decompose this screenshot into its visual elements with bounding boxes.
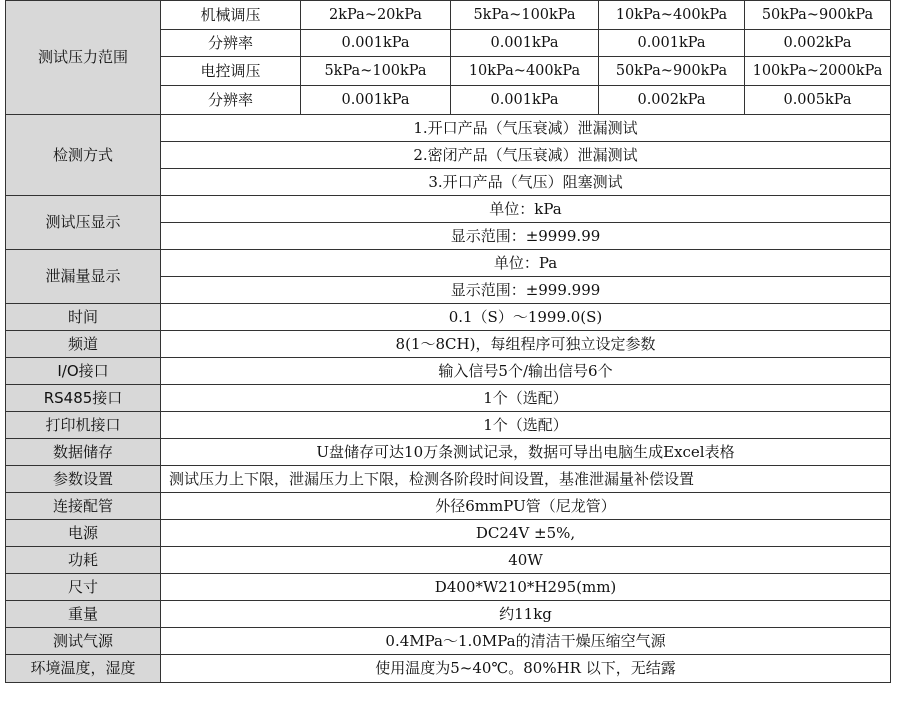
pressure-range-sub: 分辨率 [161, 86, 301, 115]
spec-value: 1个（选配） [161, 385, 891, 412]
pressure-range-cell: 0.002kPa [599, 86, 745, 115]
pressure-display-value: 单位：kPa [161, 196, 891, 223]
spec-value: D400*W210*H295(mm) [161, 574, 891, 601]
spec-row [6, 358, 891, 385]
pressure-range-cell: 50kPa~900kPa [745, 1, 891, 30]
spec-table [5, 0, 891, 683]
spec-label: 测试气源 [6, 628, 161, 655]
pressure-range-cell: 5kPa~100kPa [301, 57, 451, 86]
spec-row [6, 655, 891, 683]
pressure-range-cell: 10kPa~400kPa [599, 1, 745, 30]
spec-label: 参数设置 [6, 466, 161, 493]
spec-label: I/O接口 [6, 358, 161, 385]
spec-value: 1个（选配） [161, 412, 891, 439]
pressure-range-sub: 机械调压 [161, 1, 301, 30]
pressure-range-cell: 2kPa~20kPa [301, 1, 451, 30]
pressure-range-sub: 电控调压 [161, 57, 301, 86]
spec-value: 约11kg [161, 601, 891, 628]
spec-label: 数据储存 [6, 439, 161, 466]
spec-value: 0.4MPa～1.0MPa的清洁干燥压缩空气源 [161, 628, 891, 655]
detection-value: 3.开口产品（气压）阻塞测试 [161, 169, 891, 196]
detection-value: 1.开口产品（气压衰减）泄漏测试 [161, 115, 891, 142]
detection-label: 检测方式 [6, 115, 161, 196]
pressure-range-cell: 50kPa~900kPa [599, 57, 745, 86]
spec-row [6, 520, 891, 547]
pressure-display-value: 显示范围：±9999.99 [161, 223, 891, 250]
pressure-range-cell: 0.002kPa [745, 30, 891, 57]
spec-row [6, 547, 891, 574]
pressure-range-cell: 100kPa~2000kPa [745, 57, 891, 86]
leak-display-value: 单位：Pa [161, 250, 891, 277]
spec-label: 电源 [6, 520, 161, 547]
spec-value: 0.1（S）～1999.0(S) [161, 304, 891, 331]
pressure-range-label: 测试压力范围 [6, 1, 161, 115]
spec-row [6, 601, 891, 628]
spec-row [6, 304, 891, 331]
spec-label: 尺寸 [6, 574, 161, 601]
spec-value: 40W [161, 547, 891, 574]
spec-label: 功耗 [6, 547, 161, 574]
detection-value: 2.密闭产品（气压衰减）泄漏测试 [161, 142, 891, 169]
spec-value: 测试压力上下限，泄漏压力上下限，检测各阶段时间设置，基准泄漏量补偿设置 [161, 466, 891, 493]
spec-row [6, 385, 891, 412]
spec-value: 输入信号5个/输出信号6个 [161, 358, 891, 385]
leak-display-value: 显示范围：±999.999 [161, 277, 891, 304]
pressure-range-cell: 0.001kPa [451, 86, 599, 115]
spec-value: U盘储存可达10万条测试记录，数据可导出电脑生成Excel表格 [161, 439, 891, 466]
spec-value: 外径6mmPU管（尼龙管） [161, 493, 891, 520]
spec-label: 环境温度，湿度 [6, 655, 161, 683]
leak-display-label: 泄漏量显示 [6, 250, 161, 304]
spec-row [6, 493, 891, 520]
spec-label: 时间 [6, 304, 161, 331]
spec-label: 连接配管 [6, 493, 161, 520]
pressure-range-cell: 0.001kPa [599, 30, 745, 57]
pressure-range-cell: 0.001kPa [451, 30, 599, 57]
spec-value: DC24V ±5%, [161, 520, 891, 547]
spec-row [6, 628, 891, 655]
spec-row [6, 439, 891, 466]
pressure-range-sub: 分辨率 [161, 30, 301, 57]
pressure-range-cell: 5kPa~100kPa [451, 1, 599, 30]
pressure-display-row [6, 196, 891, 223]
spec-value: 使用温度为5~40℃。80%HR 以下，无结露 [161, 655, 891, 683]
pressure-range-row [6, 1, 891, 30]
spec-value: 8(1～8CH)，每组程序可独立设定参数 [161, 331, 891, 358]
pressure-display-label: 测试压显示 [6, 196, 161, 250]
spec-row [6, 574, 891, 601]
pressure-range-cell: 0.001kPa [301, 30, 451, 57]
spec-row [6, 412, 891, 439]
spec-label: RS485接口 [6, 385, 161, 412]
pressure-range-cell: 0.005kPa [745, 86, 891, 115]
pressure-range-cell: 10kPa~400kPa [451, 57, 599, 86]
spec-label: 重量 [6, 601, 161, 628]
spec-row [6, 331, 891, 358]
leak-display-row [6, 250, 891, 277]
spec-label: 频道 [6, 331, 161, 358]
pressure-range-cell: 0.001kPa [301, 86, 451, 115]
detection-row [6, 115, 891, 142]
spec-row [6, 466, 891, 493]
spec-label: 打印机接口 [6, 412, 161, 439]
